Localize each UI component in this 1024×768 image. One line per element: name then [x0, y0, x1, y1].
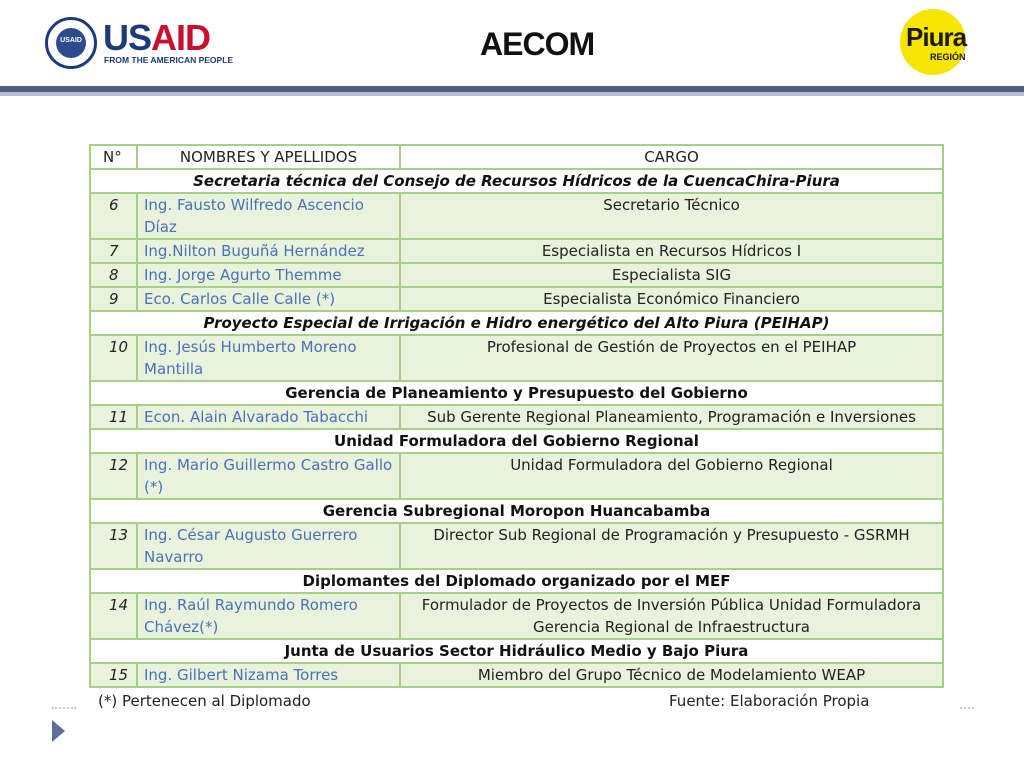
table-header-row	[90, 145, 943, 169]
section-title: Gerencia de Planeamiento y Presupuesto del Gobierno	[90, 381, 943, 405]
table-row	[90, 663, 943, 687]
header-cargo: CARGO	[400, 145, 943, 169]
section-row	[90, 569, 943, 593]
table-row	[90, 193, 943, 239]
member-name: Ing. Jorge Agurto Themme	[137, 263, 400, 287]
member-name: Ing. Mario Guillermo Castro Gallo (*)	[137, 453, 400, 499]
row-number: 14	[90, 593, 137, 639]
source-note: Fuente: Elaboración Propia	[669, 692, 870, 710]
table-row	[90, 287, 943, 311]
row-number: 13	[90, 523, 137, 569]
section-row	[90, 499, 943, 523]
row-number: 10	[90, 335, 137, 381]
row-number: 6	[90, 193, 137, 239]
member-cargo: Director Sub Regional de Programación y Presupuesto - GSRMH	[400, 523, 943, 569]
section-title: Gerencia Subregional Moropon Huancabamba	[90, 499, 943, 523]
aecom-logo: AECOM	[480, 26, 595, 62]
member-name: Ing.Nilton Buguñá Hernández	[137, 239, 400, 263]
table-row	[90, 593, 943, 639]
member-name: Eco. Carlos Calle Calle (*)	[137, 287, 400, 311]
member-cargo: Unidad Formuladora del Gobierno Regional	[400, 453, 943, 499]
member-name: Ing. Jesús Humberto Moreno Mantilla	[137, 335, 400, 381]
usaid-seal-icon	[45, 17, 97, 69]
member-name: Ing. César Augusto Guerrero Navarro	[137, 523, 400, 569]
member-cargo: Especialista en Recursos Hídricos I	[400, 239, 943, 263]
member-name: Ing. Raúl Raymundo Romero Chávez(*)	[137, 593, 400, 639]
section-row	[90, 429, 943, 453]
footnote: (*) Pertenecen al Diplomado	[98, 692, 311, 710]
usaid-seal-text: USAID	[60, 37, 82, 44]
piura-logo-sub: REGIÓN	[930, 52, 966, 62]
section-title: Secretaria técnica del Consejo de Recursos Hídricos de la CuencaChira-Piura	[90, 169, 943, 193]
row-number: 9	[90, 287, 137, 311]
usaid-tagline: FROM THE AMERICAN PEOPLE	[104, 55, 234, 65]
section-title: Junta de Usuarios Sector Hidráulico Medio y Bajo Piura	[90, 639, 943, 663]
section-row	[90, 311, 943, 335]
member-cargo: Especialista Económico Financiero	[400, 287, 943, 311]
member-cargo: Sub Gerente Regional Planeamiento, Programación e Inversiones	[400, 405, 943, 429]
slide-header	[0, 0, 1024, 86]
decorative-dots	[52, 707, 76, 711]
row-number: 11	[90, 405, 137, 429]
piura-logo: Piura	[906, 22, 967, 52]
row-number: 8	[90, 263, 137, 287]
member-cargo: Formulador de Proyectos de Inversión Pública Unidad Formuladora Gerencia Regional de Infraestructura	[400, 593, 943, 639]
member-cargo: Profesional de Gestión de Proyectos en el PEIHAP	[400, 335, 943, 381]
row-number: 7	[90, 239, 137, 263]
member-cargo: Secretario Técnico	[400, 193, 943, 239]
next-slide-arrow-icon[interactable]	[52, 720, 65, 742]
member-cargo: Miembro del Grupo Técnico de Modelamiento WEAP	[400, 663, 943, 687]
section-title: Proyecto Especial de Irrigación e Hidro energético del Alto Piura (PEIHAP)	[90, 311, 943, 335]
section-title: Diplomantes del Diplomado organizado por el MEF	[90, 569, 943, 593]
header-divider-light	[0, 92, 1024, 96]
header-number: N°	[90, 145, 137, 169]
section-row	[90, 381, 943, 405]
table-row	[90, 263, 943, 287]
table-row	[90, 405, 943, 429]
section-title: Unidad Formuladora del Gobierno Regional	[90, 429, 943, 453]
section-row	[90, 639, 943, 663]
members-table	[89, 144, 944, 688]
usaid-logo: USAID	[103, 17, 211, 58]
member-name: Ing. Fausto Wilfredo Ascencio Díaz	[137, 193, 400, 239]
section-row	[90, 169, 943, 193]
table-row	[90, 523, 943, 569]
row-number: 15	[90, 663, 137, 687]
row-number: 12	[90, 453, 137, 499]
header-names: NOMBRES Y APELLIDOS	[137, 145, 400, 169]
table-row	[90, 239, 943, 263]
table-row	[90, 335, 943, 381]
member-cargo: Especialista SIG	[400, 263, 943, 287]
decorative-dots	[960, 707, 974, 711]
member-name: Econ. Alain Alvarado Tabacchi	[137, 405, 400, 429]
member-name: Ing. Gilbert Nizama Torres	[137, 663, 400, 687]
table-row	[90, 453, 943, 499]
